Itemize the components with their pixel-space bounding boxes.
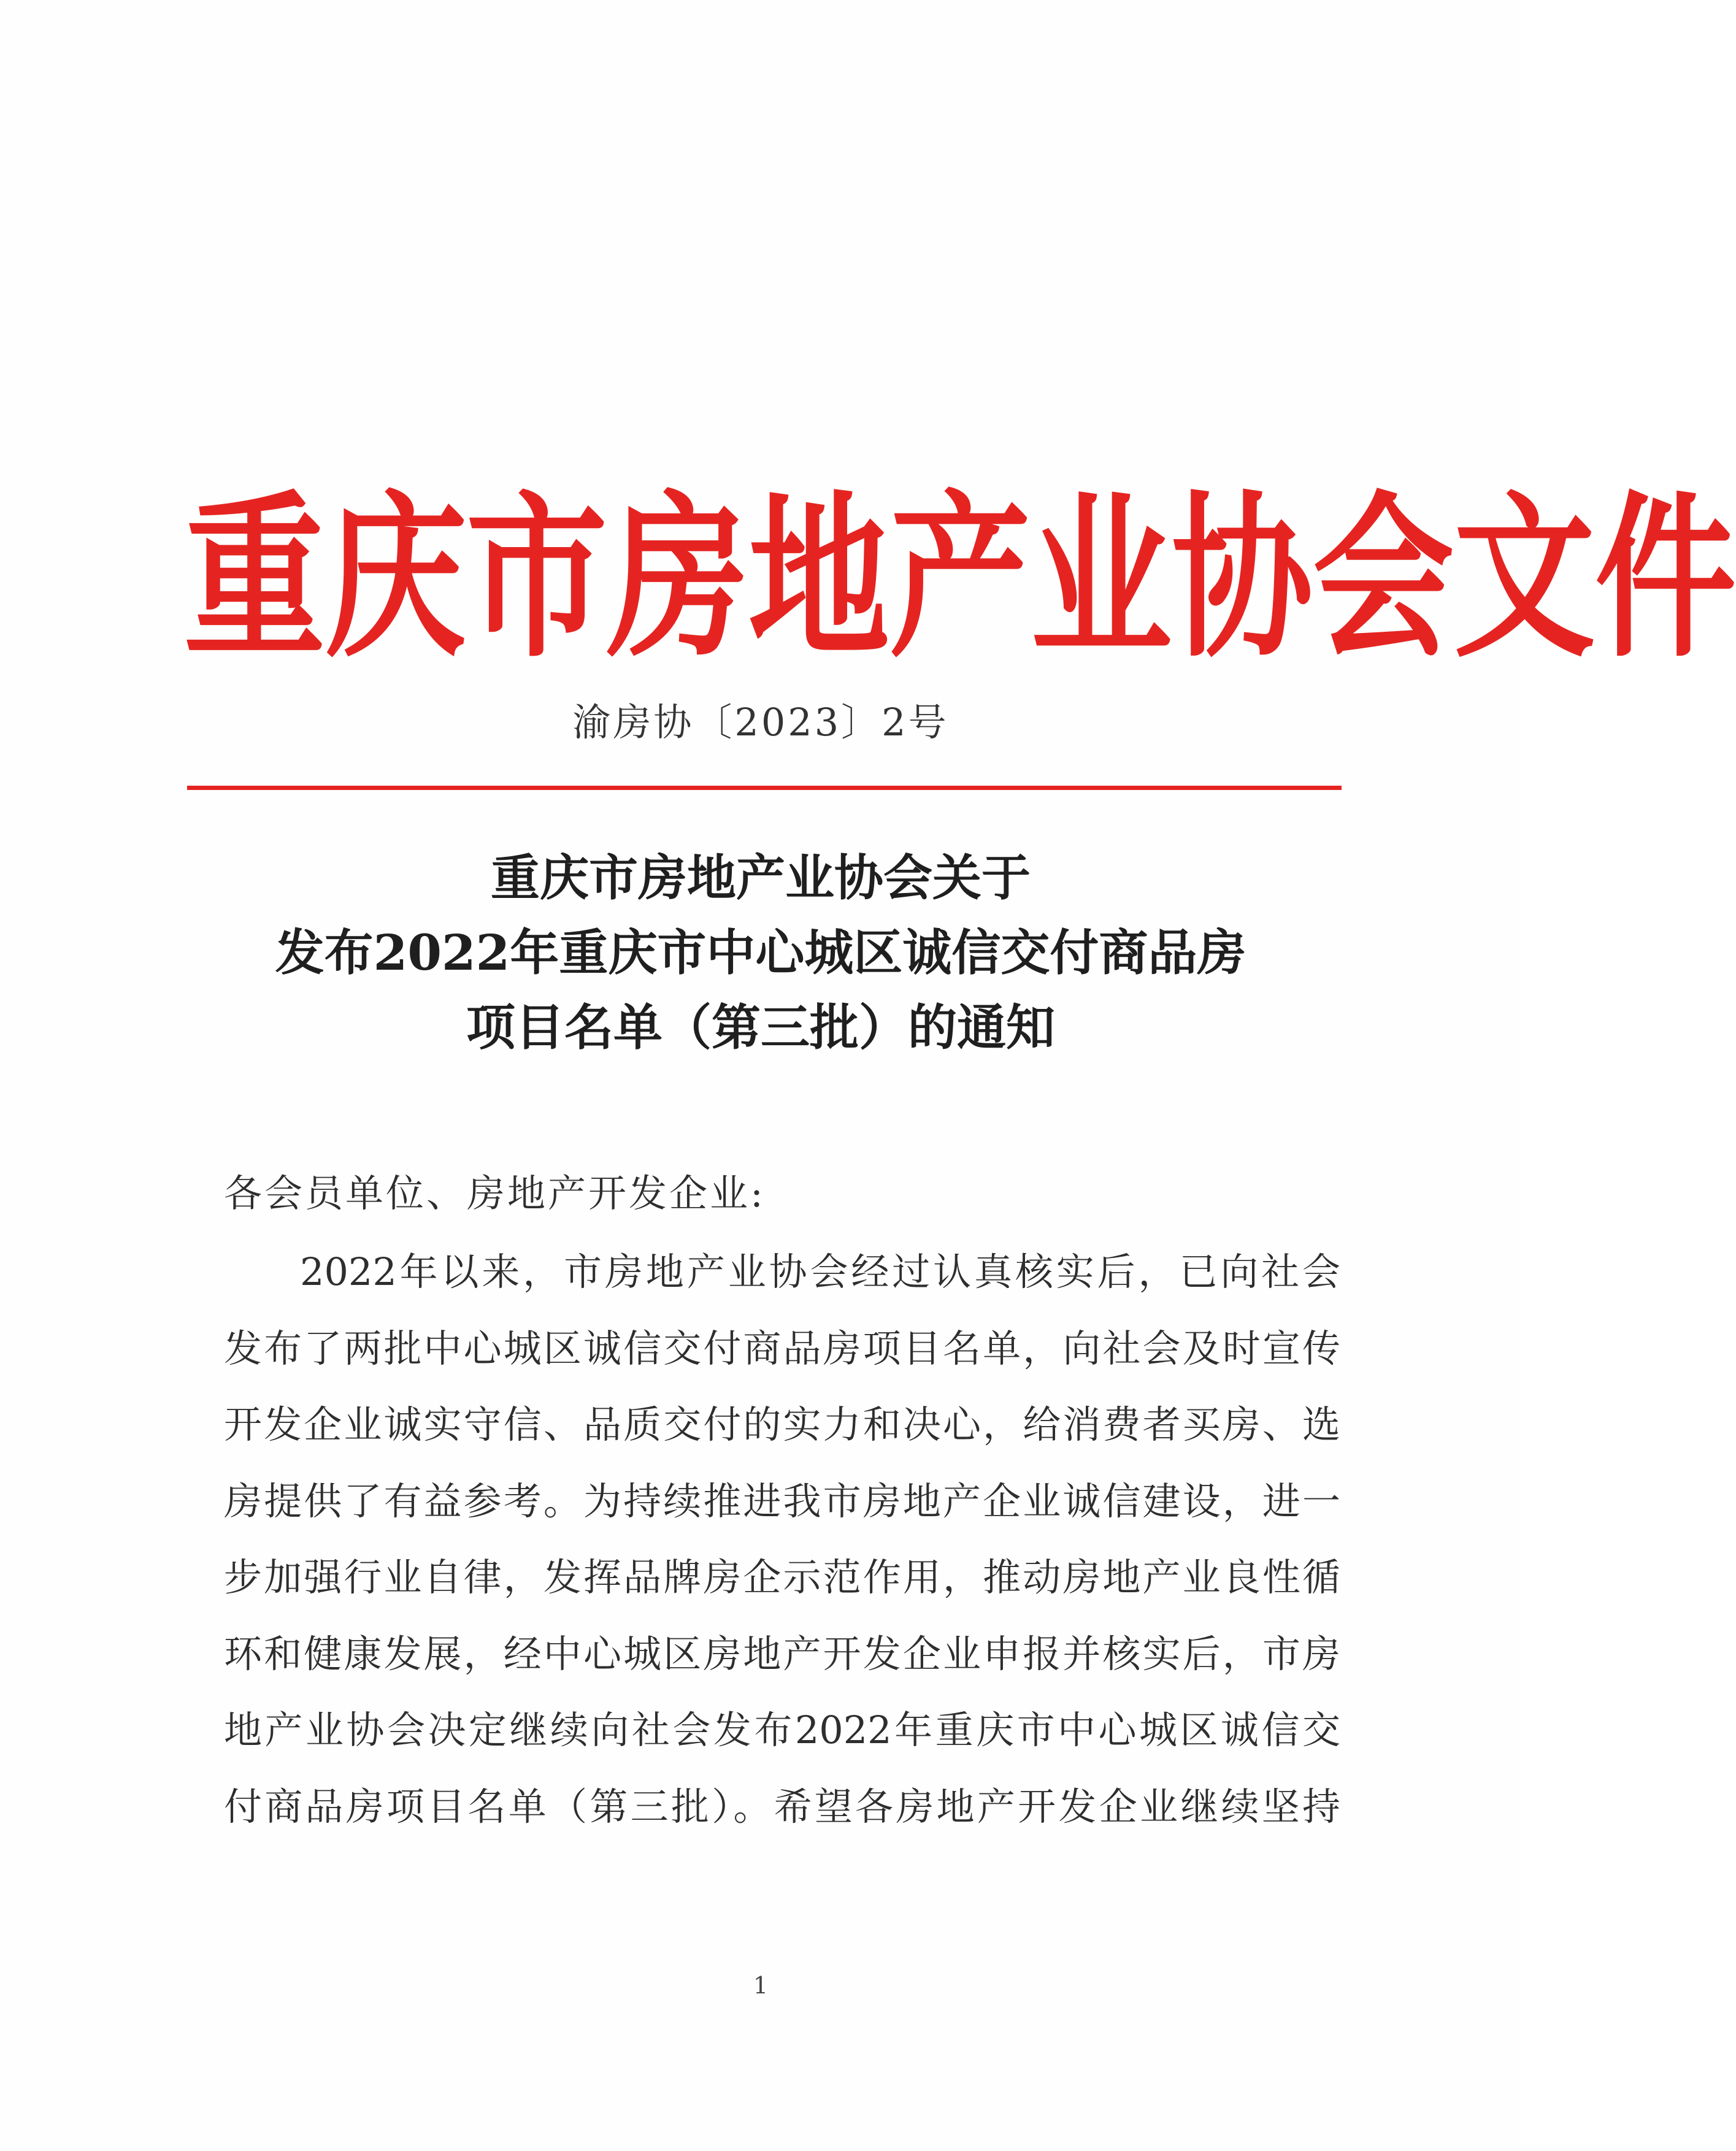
title-line: 发布2022年重庆市中心城区诚信交付商品房 xyxy=(275,924,1246,981)
masthead-char: 地 xyxy=(748,477,890,682)
title-line: 重庆市房地产业协会关于 xyxy=(491,849,1031,907)
masthead-char: 文 xyxy=(1454,477,1596,682)
masthead-title xyxy=(184,477,1736,682)
body-line: 步加强行业自律，发挥品牌房企示范作用，推动房地产业良性循 xyxy=(224,1555,1340,1600)
masthead-char: 房 xyxy=(607,477,749,682)
masthead-char: 会 xyxy=(1313,477,1454,682)
masthead-char: 协 xyxy=(1172,477,1313,682)
body-line: 付商品房项目名单（第三批）。希望各房地产开发企业继续坚持 xyxy=(224,1784,1340,1829)
body-line: 发布了两批中心城区诚信交付商品房项目名单，向社会及时宣传 xyxy=(224,1325,1340,1371)
title-line: 项目名单（第三批）的通知 xyxy=(466,999,1055,1056)
masthead-char: 庆 xyxy=(325,477,467,682)
body-line: 地产业协会决定继续向社会发布2022年重庆市中心城区诚信交 xyxy=(224,1708,1340,1752)
body-line: 开发企业诚实守信、品质交付的实力和决心，给消费者买房、选 xyxy=(224,1402,1340,1447)
body-line: 环和健康发展，经中心城区房地产开发企业申报并核实后，市房 xyxy=(224,1631,1340,1676)
document-number: 渝房协〔2023〕2号 xyxy=(572,700,949,745)
notice-title xyxy=(0,840,1521,1065)
red-divider-line xyxy=(187,786,1342,790)
masthead-char: 业 xyxy=(1031,477,1172,682)
masthead-char: 重 xyxy=(184,477,326,682)
body-line: 2022年以来，市房地产业协会经过认真核实后，已向社会 xyxy=(300,1249,1340,1294)
page-number: 1 xyxy=(753,1972,769,1999)
body-line: 房提供了有益参考。为持续推进我市房地产企业诚信建设，进一 xyxy=(224,1478,1340,1524)
body-paragraph xyxy=(224,1234,1340,1845)
masthead-char: 产 xyxy=(889,477,1031,682)
masthead-char: 市 xyxy=(466,477,608,682)
salutation: 各会员单位、房地产开发企业: xyxy=(224,1171,766,1216)
masthead-char: 件 xyxy=(1595,477,1736,682)
